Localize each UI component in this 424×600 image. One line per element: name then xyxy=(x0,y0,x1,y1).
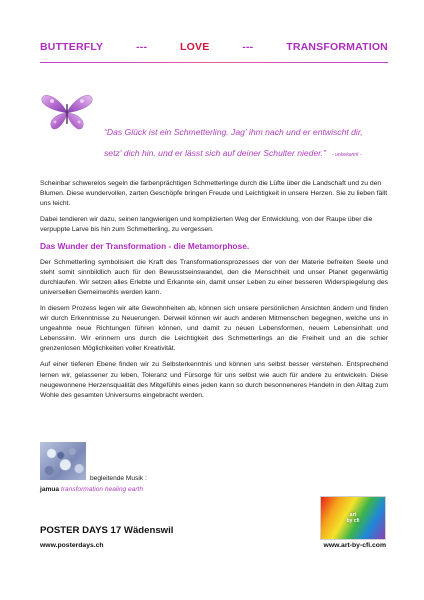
music-artist: jamua xyxy=(40,486,60,493)
body-paragraph-2: In diesem Prozess legen wir alte Gewohnheiten ab, können sich unsere persönlichen Ansichten ändern und finden wir durch Erkenntnisse zu Neuerungen. Derweil können wir auch anderen Mitmenschen begegnen, welche uns in ungeahnte neue Richtungen führen können, und damit zu neuen Lebensformen, neuem Lebensinhalt und Lebenssinn. Wir erinnern uns durch die Leichtigkeit des Schmetterlings an die Freiheit und an die schier grenzenlosen Möglichkeiten voller Kreativität. xyxy=(40,304,388,353)
art-by-cfi-logo xyxy=(320,496,386,540)
quote-attribution: - unbekannt - xyxy=(332,152,362,158)
header-separator-1: --- xyxy=(136,41,148,53)
section-title: Das Wunder der Transformation - die Metamorphose. xyxy=(40,241,250,252)
quote-line-2-text: setz' dich hin, und er lässt sich auf deiner Schulter nieder.” xyxy=(104,148,327,158)
music-label: begleitende Musik : xyxy=(90,475,147,482)
body-paragraph-3: Auf einer tieferen Ebene finden wir zu Selbsterkenntnis und können uns selbst besser verstehen. Entsprechend lernen wir, gelassener zu leben, Toleranz und Fürsorge für uns selbst wie auch für andere zu entwickeln. Diese neugewonnene Herzensqualität des Mitgefühls eines jeden kann so durch besonneneres Handeln in den Alltag zum Wohle des gesamten Universums eingebracht werden. xyxy=(40,361,388,399)
logo-lettering: art by cfi xyxy=(346,512,360,524)
posterdays-link[interactable]: www.posterdays.ch xyxy=(40,542,104,549)
header-butterfly: BUTTERFLY xyxy=(40,41,104,53)
butterfly-illustration xyxy=(40,92,94,132)
music-credit xyxy=(40,486,143,493)
header-transformation: TRANSFORMATION xyxy=(286,41,388,53)
footer-event-title: POSTER DAYS 17 Wädenswil xyxy=(40,525,174,536)
music-cover-image xyxy=(40,442,86,480)
music-title: transformation healing earth xyxy=(60,486,144,493)
quote-line-1: “Das Glück ist ein Schmetterling. Jag' ihm nach und er entwischt dir, xyxy=(104,127,363,137)
header-divider xyxy=(40,62,388,63)
header-love: LOVE xyxy=(180,41,210,53)
poster-header xyxy=(40,41,388,53)
intro-paragraph-2: Dabei tendieren wir dazu, seinen langwierigen und komplizierten Weg der Entwicklung, von der Raupe über die verpuppte Larve bis hin zum Schmetterling, zu vergessen. xyxy=(40,216,373,234)
art-by-cfi-link[interactable]: www.art-by-cfi.com xyxy=(323,542,386,549)
body-paragraph-1: Der Schmetterling symbolisiert die Kraft des Transformationsprozesses der von der Materie befreiten Seele und steht somit sinnbildlich auch für den Bewusstseinswandel, den die Menschheit und unser Planet gegenwärtig durchlaufen. Wir setzen alles Erlebte und Erkannte ein, damit unser Leben zu einer besseren Widerspiegelung des universellen Gemeinwohls werden kann. xyxy=(40,258,388,296)
butterfly-quote xyxy=(104,122,394,166)
intro-paragraph-1: Scheinbar schwerelos segeln die farbenprächtigen Schmetterlinge durch die Lüfte über die Landschaft und zu den Blumen. Diese wundervollen, zarten Geschöpfe bringen Freude und Leichtigkeit in unsere Herzen. Sie zu lieben fällt uns leicht. xyxy=(40,180,388,208)
header-separator-2: --- xyxy=(242,41,254,53)
article-body xyxy=(40,179,388,407)
quote-line-2 xyxy=(104,143,394,166)
